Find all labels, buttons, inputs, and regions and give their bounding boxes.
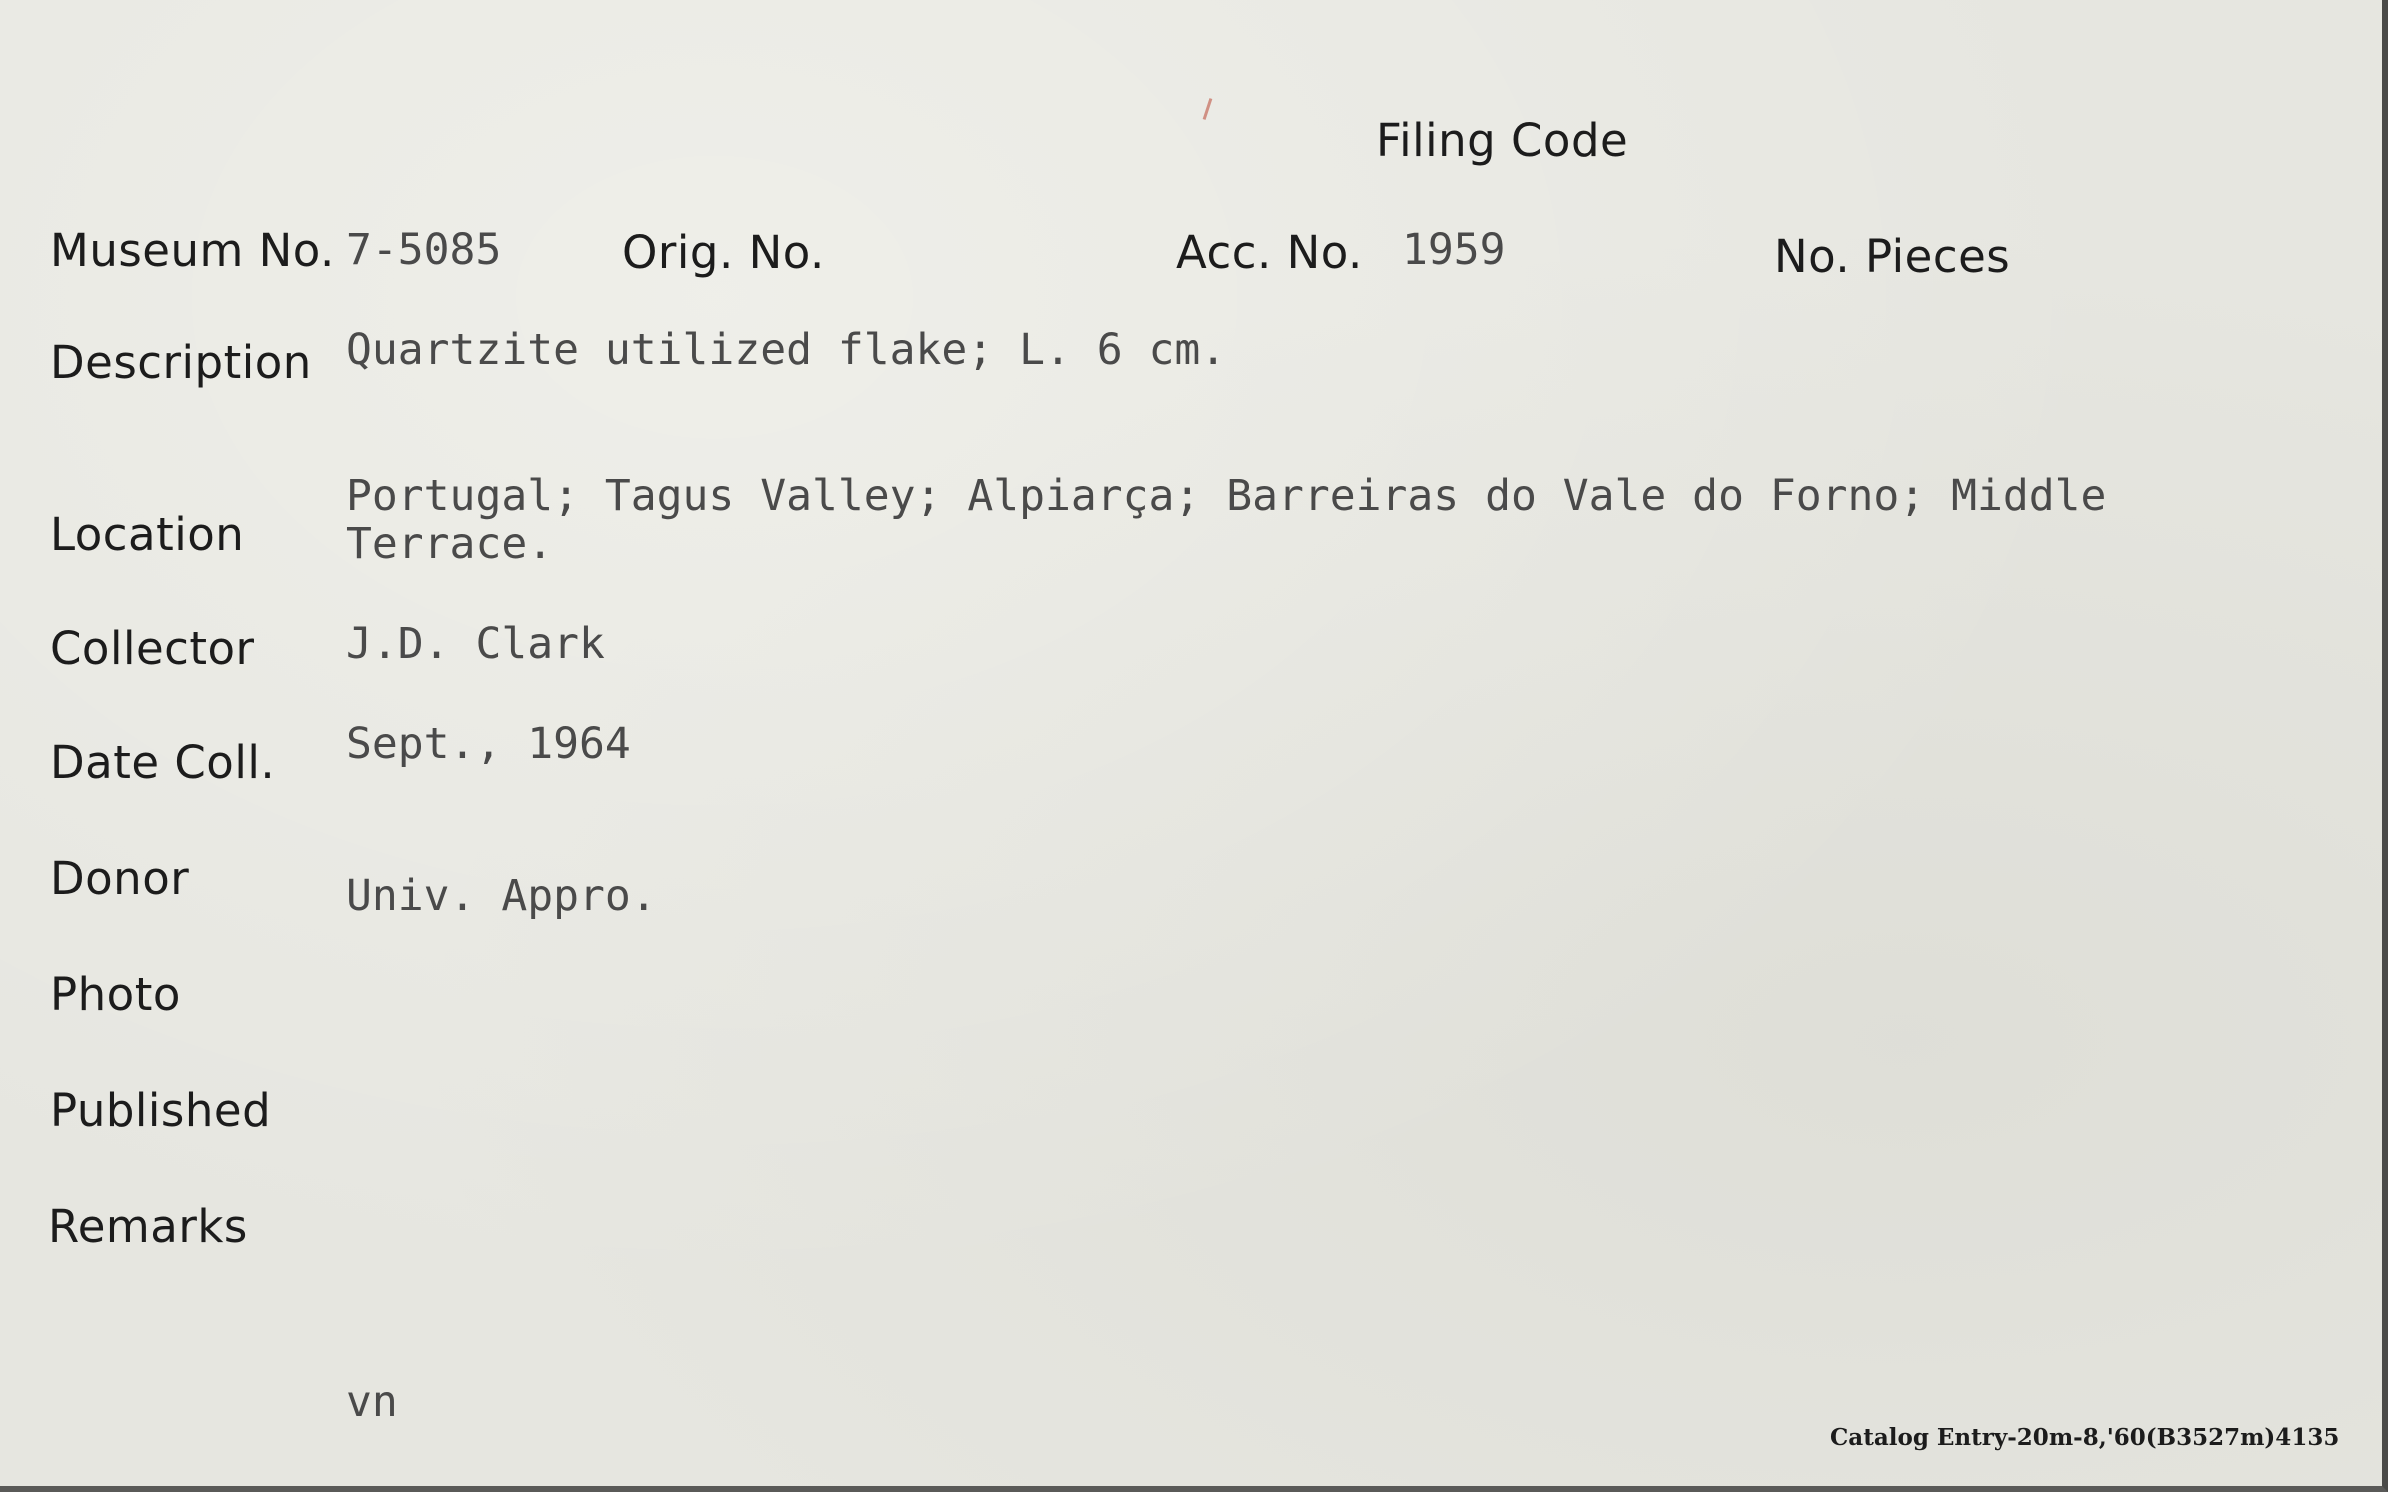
collector-value: J.D. Clark bbox=[346, 619, 605, 669]
date-coll-value: Sept., 1964 bbox=[346, 719, 631, 769]
no-pieces-label: No. Pieces bbox=[1774, 230, 2011, 283]
donor-label: Donor bbox=[50, 852, 190, 905]
donor-value: Univ. Appro. bbox=[346, 871, 657, 921]
description-value: Quartzite utilized flake; L. 6 cm. bbox=[346, 325, 1227, 375]
published-label: Published bbox=[50, 1084, 272, 1137]
acc-no-label: Acc. No. bbox=[1176, 226, 1363, 279]
orig-no-label: Orig. No. bbox=[622, 226, 825, 279]
description-label: Description bbox=[50, 336, 312, 389]
museum-no-label: Museum No. bbox=[50, 224, 335, 277]
filing-code-label: Filing Code bbox=[1376, 114, 1629, 167]
collector-label: Collector bbox=[50, 622, 255, 675]
location-value: Portugal; Tagus Valley; Alpiarça; Barreiras do Vale do Forno; Middle Terrace. bbox=[346, 471, 2107, 569]
catalog-entry-print-code: Catalog Entry-20m-8,'60(B3527m)4135 bbox=[1830, 1424, 2340, 1451]
remarks-label: Remarks bbox=[48, 1200, 248, 1253]
red-pencil-mark bbox=[1203, 98, 1213, 120]
photo-label: Photo bbox=[50, 968, 181, 1021]
museum-no-value: 7-5085 bbox=[346, 225, 502, 275]
date-coll-label: Date Coll. bbox=[50, 736, 276, 789]
acc-no-value: 1959 bbox=[1402, 225, 1506, 275]
location-label: Location bbox=[50, 508, 245, 561]
cataloger-initials: vn bbox=[346, 1377, 398, 1427]
